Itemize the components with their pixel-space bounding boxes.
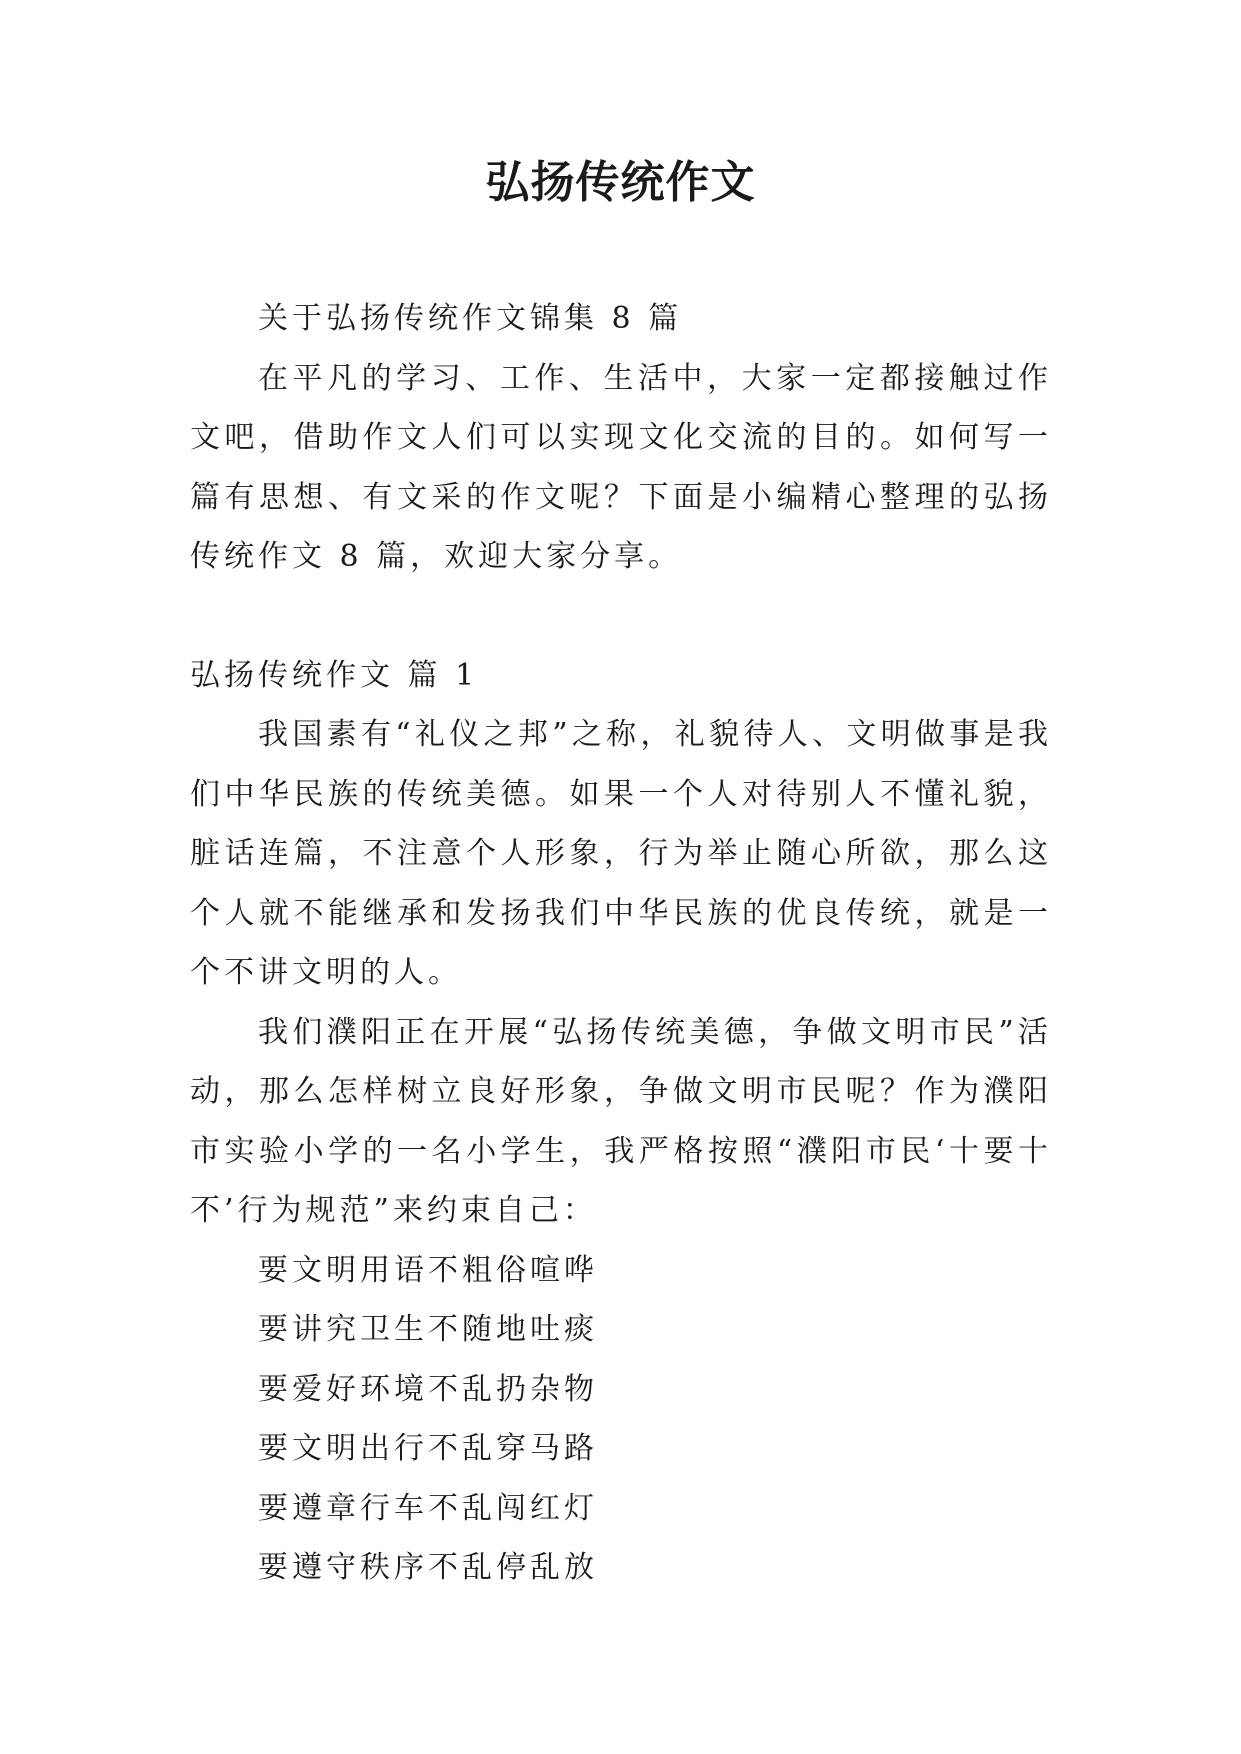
rule-item: 要遵章行车不乱闯红灯: [258, 1490, 598, 1526]
section-heading: 弘扬传统作文 篇 1: [190, 657, 479, 693]
document-title: 弘扬传统作文: [485, 157, 756, 208]
intro-heading: 关于弘扬传统作文锦集 8 篇: [258, 301, 683, 336]
body-paragraph: 我们濮阳正在开展“弘扬传统美德，争做文明市民”活动，那么怎样树立良好形象，争做文明市民呢？作为濮阳市实验小学的一名小学生，我严格按照“濮阳市民‘十要十不’行为规范”来约束自己：: [190, 1014, 1052, 1228]
rule-item: 要文明用语不粗俗喧哗: [258, 1252, 598, 1288]
rule-item: 要遵守秩序不乱停乱放: [258, 1550, 598, 1585]
document-body: [190, 289, 1052, 1598]
intro-paragraph: 在平凡的学习、工作、生活中，大家一定都接触过作文吧，借助作文人们可以实现文化交流的目的。如何写一篇有思想、有文采的作文呢？下面是小编精心整理的弘扬传统作文 8 篇，欢迎大家分享。: [190, 360, 1052, 574]
rule-item: 要文明出行不乱穿马路: [258, 1431, 598, 1466]
rule-item: 要讲究卫生不随地吐痰: [258, 1312, 598, 1347]
rule-item: 要爱好环境不乱扔杂物: [258, 1371, 598, 1407]
body-paragraph: 我国素有“礼仪之邦”之称，礼貌待人、文明做事是我们中华民族的传统美德。如果一个人对待别人不懂礼貌，脏话连篇，不注意个人形象，行为举止随心所欲，那么这个人就不能继承和发扬我们中华民族的优良传统，就是一个不讲文明的人。: [190, 717, 1052, 990]
